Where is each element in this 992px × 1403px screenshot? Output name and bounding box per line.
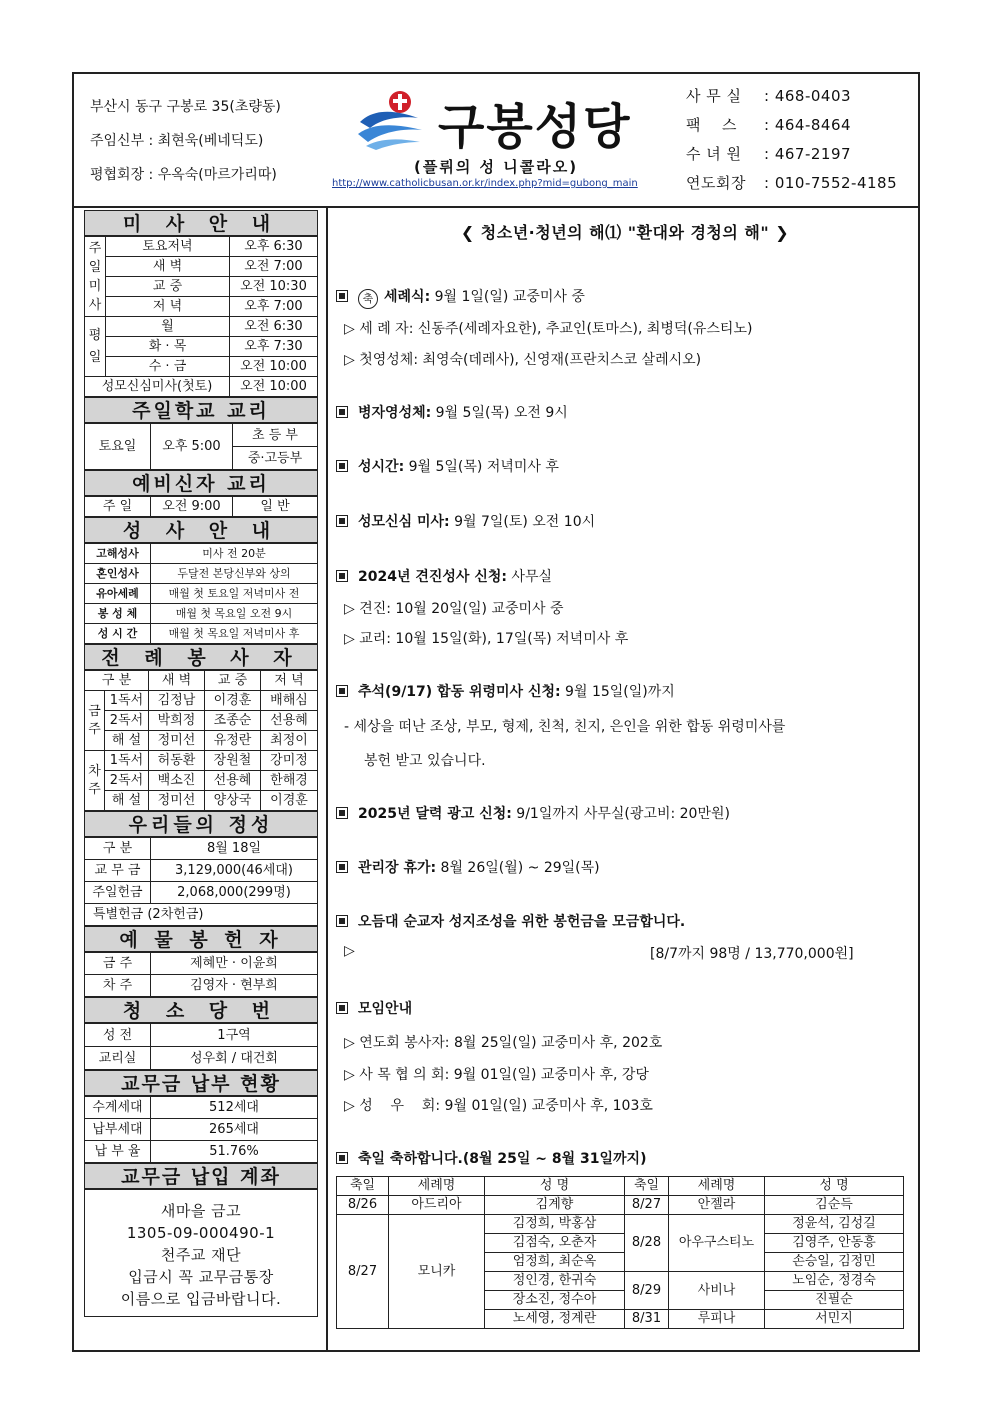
table-row: 중·고등부: [85, 447, 318, 470]
square-bullet-icon: [336, 406, 348, 418]
table-row: 교 무 금 3,129,000(46세대): [85, 860, 318, 882]
account-info: 새마을 금고 1305-09-000490-1 천주교 재단 입금시 꼭 교무금통장 이름으로 입금바랍니다.: [84, 1189, 318, 1317]
square-bullet-icon: [336, 1002, 348, 1014]
square-bullet-icon: [336, 861, 348, 873]
church-title: 구봉성당: [438, 99, 632, 155]
table-row: 성 전 1구역: [85, 1024, 318, 1047]
table-row: 성 시 간 매월 첫 목요일 저녁미사 후: [85, 624, 318, 644]
table-row: 새 벽 오전 7:00: [85, 257, 318, 277]
table-row: 구 분 새 벽 교 중 저 녁: [85, 671, 318, 691]
table-row: 금주 1독서 김정남 이경훈 배해심: [85, 691, 318, 711]
contact-office: 사 무 실 : 468-0403: [686, 87, 852, 105]
square-bullet-icon: [336, 807, 348, 819]
square-bullet-icon: [336, 290, 348, 302]
mass-group-weekday: 평일: [85, 317, 106, 377]
table-row: 2독서 박희정 조종순 선용혜: [85, 711, 318, 731]
celebrate-icon: 축: [358, 289, 378, 309]
contact-yeondo: 연도회장 : 010-7552-4185: [686, 174, 898, 192]
servers-table: [84, 670, 318, 811]
table-row: 차주 1독서 허동환 장원철 강미정: [85, 751, 318, 771]
table-row: 2독서 백소진 선용혜 한해경: [85, 771, 318, 791]
square-bullet-icon: [336, 685, 348, 697]
mass-table: [84, 236, 318, 397]
sacraments-table: [84, 543, 318, 644]
table-row: 유아세례 매월 첫 토요일 저녁미사 전: [85, 584, 318, 604]
notice-sick-communion: 병자영성체: 9월 5일(목) 오전 9시: [336, 402, 906, 422]
table-row: 8/27 모니카 김정희, 박홍삼 8/28 아우구스티노 정윤석, 김성길: [337, 1215, 904, 1234]
notice-feast: 축일 축하합니다.(8월 25일 ~ 8월 31일까지): [336, 1148, 906, 1168]
header: [74, 74, 918, 208]
table-row: 구 분 8월 18일: [85, 838, 318, 860]
notice-meetings: 모임안내: [336, 998, 906, 1018]
sunday-school-title: 주일학교 교리: [84, 397, 318, 423]
table-row: 혼인성사 두달전 본당신부와 상의: [85, 564, 318, 584]
offerings-title: 우리들의 정성: [84, 811, 318, 837]
table-row: 교리실 성우회 / 대건회: [85, 1047, 318, 1070]
table-row: 8/26 아드리아 김계향 8/27 안젤라 김순득: [337, 1196, 904, 1215]
table-row: 해 설 정미선 유정란 최정이: [85, 731, 318, 751]
servers-title: 전 례 봉 사 자: [84, 644, 318, 670]
gifts-title: 예 물 봉 헌 자: [84, 926, 318, 952]
square-bullet-icon: [336, 515, 348, 527]
table-row: 교 중 오전 10:30: [85, 277, 318, 297]
notice-manager: 관리장 휴가: 8월 26일(월) ~ 29일(목): [336, 857, 906, 877]
bulletin-frame: [72, 72, 920, 1352]
table-row: 토요일 오후 5:00 초 등 부: [85, 424, 318, 447]
notice-calendar: 2025년 달력 광고 신청: 9/1일까지 사무실(광고비: 20만원): [336, 803, 906, 823]
notice-martyr-fund: 오듬대 순교자 성지조성을 위한 봉헌금을 모금합니다.: [336, 911, 906, 931]
table-row: 평일 월 오전 6:30: [85, 317, 318, 337]
table-row: 특별헌금 (2차헌금): [85, 904, 318, 926]
table-row: 봉 성 체 매월 첫 목요일 오전 9시: [85, 604, 318, 624]
contacts: [686, 82, 916, 198]
square-bullet-icon: [336, 1152, 348, 1164]
address: 부산시 동구 구봉로 35(초량동): [90, 99, 281, 115]
table-row: 엄정희, 최순옥 손승일, 김정민: [337, 1253, 904, 1272]
catechumen-table: [84, 496, 318, 517]
catechumen-title: 예비신자 교리: [84, 470, 318, 496]
table-row: 주일미사 토요저녁 오후 6:30: [85, 237, 318, 257]
column-divider: [326, 206, 328, 1352]
header-info: [90, 90, 340, 192]
contact-fax: 팩 스 : 464-8464: [686, 116, 852, 134]
table-row: 금 주 제혜만 · 이윤희: [85, 953, 318, 975]
sacraments-title: 성 사 안 내: [84, 517, 318, 543]
square-bullet-icon: [336, 460, 348, 472]
contact-convent: 수 녀 원 : 467-2197: [686, 145, 852, 163]
priest: 주임신부 : 최현욱(베네딕도): [90, 133, 264, 149]
table-row: 화 · 목 오후 7:30: [85, 337, 318, 357]
dues-title: 교무금 납부 현황: [84, 1070, 318, 1096]
square-bullet-icon: [336, 570, 348, 582]
table-row: 해 설 정미선 양상국 이경훈: [85, 791, 318, 811]
website-link[interactable]: http://www.catholicbusan.or.kr/index.php?mid=gubong_main: [332, 178, 638, 189]
table-row: 수계세대 512세대: [85, 1097, 318, 1119]
account-title: 교무금 납입 계좌: [84, 1163, 318, 1189]
table-row: 장소진, 정수아 진필순: [337, 1291, 904, 1310]
notice-confirmation: 2024년 견진성사 신청: 사무실: [336, 566, 906, 586]
table-row: 납 부 율 51.76%: [85, 1141, 318, 1163]
offerings-table: [84, 837, 318, 926]
headline: ❮ 청소년·청년의 해⑴ "환대와 경청의 해" ❯: [460, 223, 790, 242]
cleaning-title: 청 소 당 번: [84, 997, 318, 1023]
table-row: 납부세대 265세대: [85, 1119, 318, 1141]
notice-marian-mass: 성모신심 미사: 9월 7일(토) 오전 10시: [336, 511, 906, 531]
table-row: 수 · 금 오전 10:00: [85, 357, 318, 377]
left-column: [84, 210, 318, 1317]
table-row: 노세영, 정계란 8/31 루피나 서민지: [337, 1310, 904, 1329]
table-row: 김점숙, 오춘자 김영주, 안동흥: [337, 1234, 904, 1253]
dues-table: [84, 1096, 318, 1163]
notice-baptism: 축 세례식: 9월 1일(일) 교중미사 중: [336, 286, 906, 309]
gifts-table: [84, 952, 318, 997]
feast-table: [336, 1176, 904, 1329]
table-row: 성모신심미사(첫토) 오전 10:00: [85, 377, 318, 397]
cleaning-table: [84, 1023, 318, 1070]
right-column: ❮ 청소년·청년의 해⑴ "환대와 경청의 해" ❯ 축 세례식: 9월 1일(일) 교중미사 중 ▷ 세 례 자: 신동주(세례자요한), 추교인(토마스), 최병덕(유스티노) ▷ 첫영성체: 최영숙(데레사), 신영재(프란치스코 살레시오) 병자영성체: 9월 5일(목) 오전 9시 성시간: 9월 5일(목) 저녁미사 후 성모신심 미사: 9월 7일(토) 오전 10시 2024년 견진성사 신청: 사무실 ▷ 견진: 10월 20일(일) 교중미사 중 ▷ 교리: 10월 15일(화), 17일(목) 저녁미사 후 추석(9/17) 합동 위령미사 신청: 9월 15일(일)까지 - 세상을 떠난 조상, 부모, 형제, 친척, 친지, 은인을 위한 합동 위령미사를 봉헌 받고 있습니다. 2025년 달력 광고 신청: 9/1일까지 사무실(광고비: 20만원) 관리장 휴가: 8월 26일(월) ~ 29일(목) 오듬대 순교자 성지조성을 위한 봉헌금을 모금합니다. ▷ [8/7까지 98명 / 13,770,000원] 모임안내 ▷ 연도회 봉사자: 8월 25일(일) 교중미사 후, 202호 ▷ 사 목 협 의 회: 9월 01일(일) 교중미사 후, 강당 ▷ 성 우 회: 9월 01일(일) 교중미사 후, 103호 축일 축하합니다.(8월 25일 ~ 8월 31일까지) 축일 세례명 성 명 축일 세례명 성 명 8/26 아드리아 김계향 8/27 안젤라 김순득 8/27 모니카 김정희, 박홍삼 8/28 아우구스티노 정윤석, 김성길 김점숙, 오춘자 김영주, 안동흥 엄정희, 최순옥 손승일, 김정민 정인경, 한귀숙 8/29 사비나 노임순, 정경숙 장소진, 정수아 진필순 노세영, 정계란 8/31 루피나 서민지: [336, 210, 914, 243]
church-logo-icon: [356, 88, 426, 152]
sunday-school-table: [84, 423, 318, 470]
square-bullet-icon: [336, 915, 348, 927]
church-patron: (플뤼의 성 니콜라오): [414, 158, 579, 176]
table-row: 주 일 오전 9:00 일 반: [85, 497, 318, 517]
table-row: 정인경, 한귀숙 8/29 사비나 노임순, 정경숙: [337, 1272, 904, 1291]
notice-holy-hour: 성시간: 9월 5일(목) 저녁미사 후: [336, 456, 906, 476]
mass-title: 미 사 안 내: [84, 210, 318, 236]
table-row: 차 주 김영자 · 현부희: [85, 975, 318, 997]
table-row: 저 녁 오후 7:00: [85, 297, 318, 317]
mass-group-sunday: 주일미사: [85, 237, 106, 317]
table-row: 주일헌금 2,068,000(299명): [85, 882, 318, 904]
council-president: 평협회장 : 우옥숙(마르가리따): [90, 167, 277, 183]
table-row: 고해성사 미사 전 20분: [85, 544, 318, 564]
table-row: 축일 세례명 성 명 축일 세례명 성 명: [337, 1177, 904, 1196]
notice-chuseok: 추석(9/17) 합동 위령미사 신청: 9월 15일(일)까지: [336, 681, 906, 701]
